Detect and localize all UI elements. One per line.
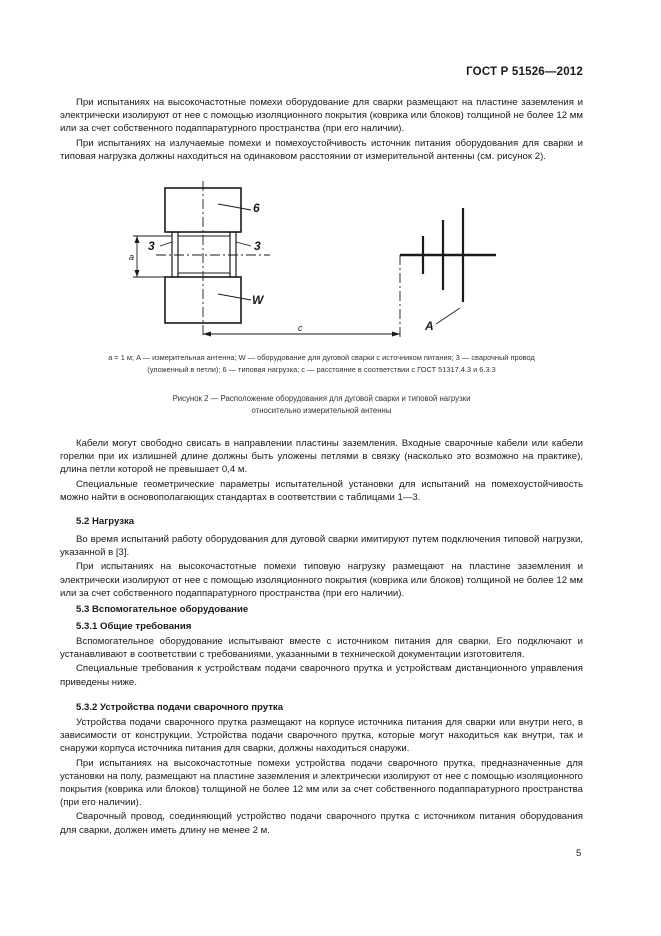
intro-text: [60, 96, 583, 163]
label-welding-equipment: W: [252, 293, 264, 307]
antenna: [400, 208, 496, 302]
paragraph: Сварочный провод, соединяющий устройство подачи сварочного прутка с источником питания оборудования для сварки, должен иметь длину не менее 2 м.: [60, 811, 583, 836]
caption-line: относительно измерительной антенны: [251, 406, 392, 415]
caption-line: Рисунок 2 — Расположение оборудования для дуговой сварки и типовой нагрузки: [172, 394, 471, 403]
page-number: 5: [576, 848, 582, 859]
paragraph: Специальные требования к устройствам подачи сварочного прутка и устройствам дистанционного управления приведены ниже.: [60, 663, 583, 688]
label-dimension-c: c: [298, 323, 303, 333]
figure-legend: [60, 352, 583, 376]
figure-caption: [60, 393, 583, 417]
section-5-3-title: 5.3 Вспомогательное оборудование: [76, 604, 249, 615]
paragraph: Вспомогательное оборудование испытывают вместе с источником питания для сварки. Его подключают и устанавливают в соответствии с требованиями, указанными в технической документации изготовителя.: [60, 636, 583, 661]
label-dimension-a: a: [129, 252, 135, 262]
legend-line: (уложенный в петли); 6 — типовая нагрузка; c — расстояние в соответствии с ГОСТ 51317.4.3 и 6.3.3: [147, 365, 496, 374]
section-5-3-1-text: [60, 635, 583, 689]
section-5-3-1-title: 5.3.1 Общие требования: [76, 621, 192, 632]
paragraph: Устройства подачи сварочного прутка размещают на корпусе источника питания для сварки или внутри него, в зависимости от конструкции. Устройства подачи сварочного прутка, которые могут находиться как внутри, так и снаружи корпуса источника питания для сварки, должны находиться снаружи.: [60, 717, 583, 755]
label-load: 6: [253, 201, 260, 215]
cable-loop-right: [230, 232, 236, 277]
paragraph: При испытаниях на высокочастотные помехи типовую нагрузку размещают на пластине заземления и электрически изолируют от нее с помощью изоляционного покрытия (коврика или блоков) толщиной не более 12 мм или за счет собственного подаппаратурного пространства (при его наличии).: [60, 561, 583, 599]
label-antenna: A: [425, 319, 434, 333]
legend-line: a = 1 м; A — измерительная антенна; W — оборудование для дуговой сварки с источником питания; 3 — сварочный провод: [108, 353, 535, 362]
paragraph: При испытаниях на высокочастотные помехи устройства подачи сварочного прутка, предназначенные для установки на полу, размещают на пластине заземления и электрически изолируют от нее с помощью изоляционного покрытия (коврика или блоков) толщиной не более 12 мм или за счет собственного подаппаратурного пространства (при его наличии).: [60, 757, 583, 809]
after-figure-text: [60, 437, 583, 504]
paragraph: Кабели могут свободно свисать в направлении пластины заземления. Входные сварочные кабели или кабели горелки при их излишней длине должны быть уложены петлями в связку (насколько это возможно на практике), длина петли которой не превышает 0,4 м.: [60, 438, 583, 476]
section-5-2-title: 5.2 Нагрузка: [76, 516, 135, 527]
section-5-3-2-text: [60, 716, 583, 837]
cable-loop-left: [172, 232, 178, 277]
section-5-2-text: [60, 533, 583, 600]
paragraph: При испытаниях на высокочастотные помехи оборудование для сварки размещают на пластине заземления и электрически изолируют от нее с помощью изоляционного покрытия (коврика или блоков) толщиной не более 12 мм или за счет собственного подаппаратурного пространства (при его наличии).: [60, 97, 583, 135]
paragraph: При испытаниях на излучаемые помехи и помехоустойчивость источник питания оборудования для сварки и типовая нагрузка должны находиться на одинаковом расстоянии от измерительной антенны (см. рисунок 2).: [60, 137, 583, 162]
paragraph: Во время испытаний работу оборудования для дуговой сварки имитируют путем подключения типовой нагрузки, указанной в [3].: [60, 534, 583, 559]
figure-2-diagram: [120, 178, 540, 350]
label-cable-left: 3: [148, 239, 155, 253]
label-cable-right: 3: [254, 239, 261, 253]
paragraph: Специальные геометрические параметры испытательной установки для испытаний на помехоустойчивость можно найти в основополагающих стандартах в соответствии с таблицами 1—3.: [60, 478, 583, 503]
document-code: ГОСТ Р 51526—2012: [466, 66, 583, 78]
section-5-3-2-title: 5.3.2 Устройства подачи сварочного прутка: [76, 702, 284, 713]
